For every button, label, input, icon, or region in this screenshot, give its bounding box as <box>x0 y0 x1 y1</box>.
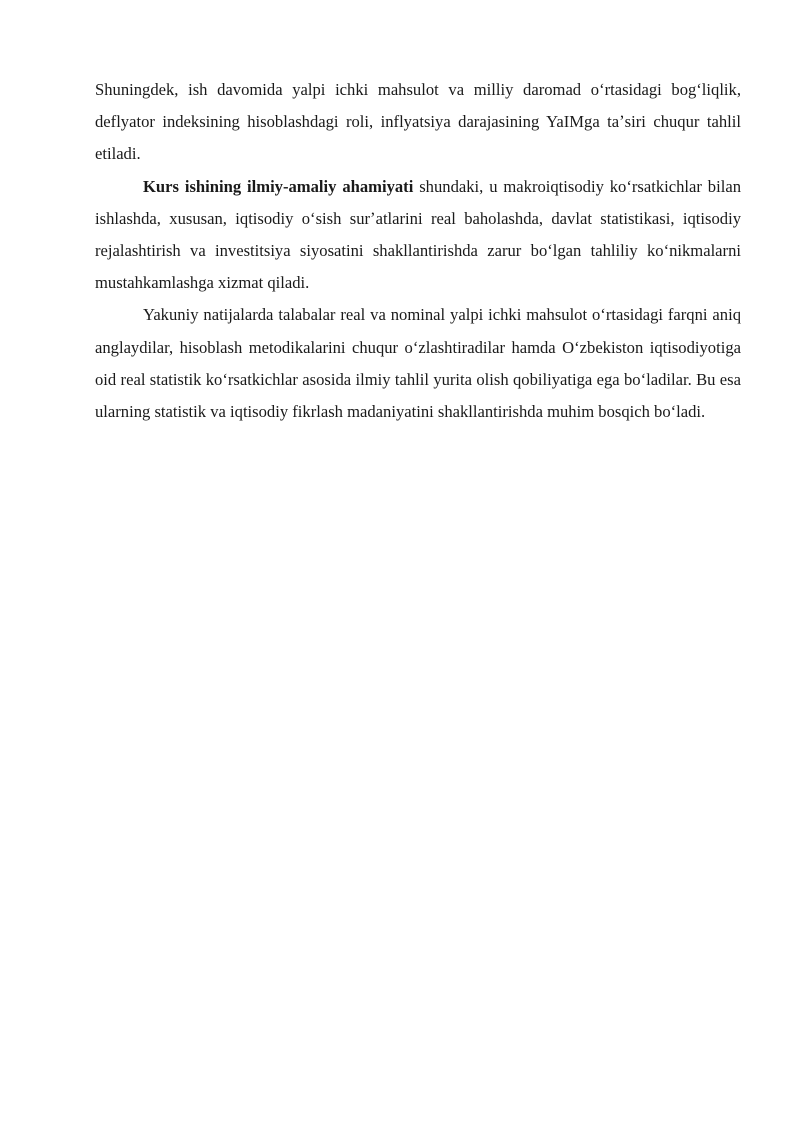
paragraph-text: Shuningdek, ish davomida yalpi ichki mahsulot va milliy daromad oʻrtasidagi bogʻliqlik, deflyator indeksining hisoblashdagi roli, inflyatsiya darajasining YaIMga taʼsiri chuqur tahlil etiladi. <box>95 80 741 164</box>
paragraph-text: Yakuniy natijalarda talabalar real va nominal yalpi ichki mahsulot oʻrtasidagi farqni aniq anglaydilar, hisoblash metodikalarini chuqur oʻzlashtiradilar hamda Oʻzbekiston iqtisodiyotiga oid real statistik koʻrsatkichlar asosida ilmiy tahlil yurita olish qobiliyatiga ega boʻladilar. Bu esa ularning statistik va iqtisodiy fikrlash madaniyatini shakllantirishda muhim bosqich boʻladi. <box>95 305 741 422</box>
paragraph-results <box>95 299 741 428</box>
paragraph-bold-lead: Kurs ishining ilmiy-amaliy ahamiyati <box>143 176 414 196</box>
paragraph-significance <box>95 171 741 300</box>
body-text <box>95 74 741 428</box>
paragraph-text: shundaki, u makroiqtisodiy koʻrsatkichlar bilan ishlashda, xususan, iqtisodiy oʻsish surʼatlarini real baholashda, davlat statistikasi, iqtisodiy rejalashtirish va investitsiya siyosatini shakllantirishda zarur boʻlgan tahliliy koʻnikmalarni mustahkamlashga xizmat qiladi. <box>95 176 741 293</box>
paragraph-continuation <box>95 74 741 171</box>
